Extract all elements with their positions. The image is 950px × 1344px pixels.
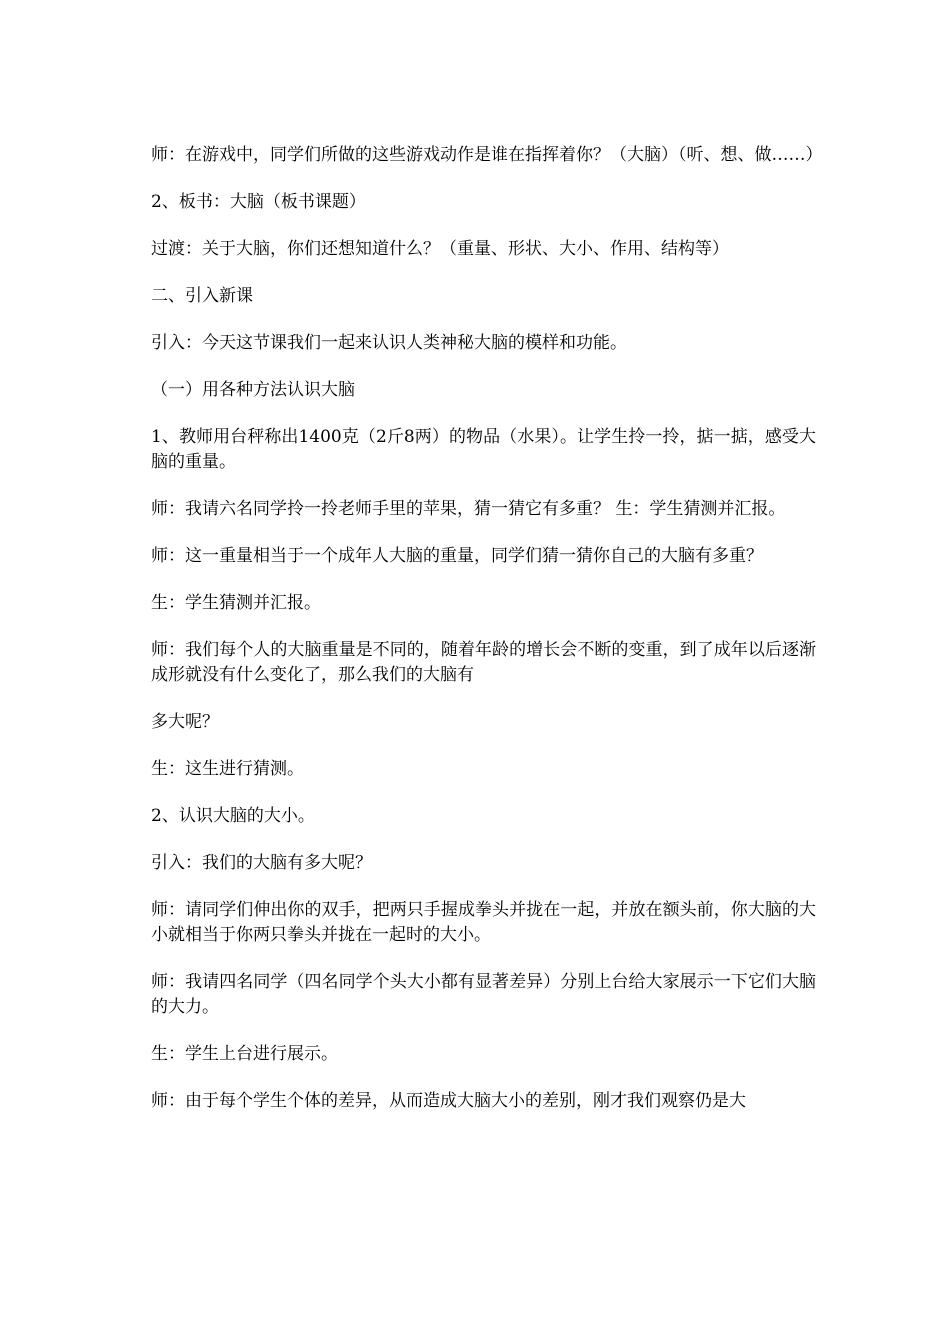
paragraph-9: 师：这一重量相当于一个成年人大脑的重量，同学们猜一猜你自己的大脑有多重？ xyxy=(151,546,763,566)
paragraph-2: 2、板书：大脑（板书课题） xyxy=(151,192,366,212)
paragraph-12: 多大呢？ xyxy=(151,712,219,732)
paragraph-7: 1、教师用台秤称出1400克（2斤8两）的物品（水果）。让学生拎一拎，掂一掂，感受大脑的重量。 xyxy=(151,427,816,472)
paragraph-18: 生：学生上台进行展示。 xyxy=(151,1044,338,1064)
subsection-heading-methods: （一）用各种方法认识大脑 xyxy=(151,380,355,400)
paragraph-13: 生：这生进行猜测。 xyxy=(151,759,304,779)
paragraph-14: 2、认识大脑的大小。 xyxy=(151,806,315,826)
paragraph-16: 师：请同学们伸出你的双手，把两只手握成拳头并拢在一起，并放在额头前，你大脑的大小就相当于你两只拳头并拢在一起时的大小。 xyxy=(151,900,816,945)
paragraph-8: 师：我请六名同学拎一拎老师手里的苹果，猜一猜它有多重？ 生：学生猜测并汇报。 xyxy=(151,499,786,519)
paragraph-1: 师：在游戏中，同学们所做的这些游戏动作是谁在指挥着你？（大脑）（听、想、做……） xyxy=(151,145,823,165)
paragraph-11: 师：我们每个人的大脑重量是不同的，随着年龄的增长会不断的变重，到了成年以后逐渐成形就没有什么变化了，那么我们的大脑有 xyxy=(151,640,816,685)
paragraph-5: 引入：今天这节课我们一起来认识人类神秘大脑的模样和功能。 xyxy=(151,333,627,353)
paragraph-19: 师：由于每个学生个体的差异，从而造成大脑大小的差别，刚才我们观察仍是大 xyxy=(151,1091,746,1111)
paragraph-17: 师：我请四名同学（四名同学个头大小都有显著差异）分别上台给大家展示一下它们大脑的大力。 xyxy=(151,972,816,1017)
paragraph-3: 过渡：关于大脑，你们还想知道什么？（重量、形状、大小、作用、结构等） xyxy=(151,239,729,259)
paragraph-15: 引入：我们的大脑有多大呢？ xyxy=(151,853,372,873)
paragraph-10: 生：学生猜测并汇报。 xyxy=(151,593,321,613)
document-body xyxy=(151,143,823,1136)
section-heading-introduce-new-lesson: 二、引入新课 xyxy=(151,286,253,306)
